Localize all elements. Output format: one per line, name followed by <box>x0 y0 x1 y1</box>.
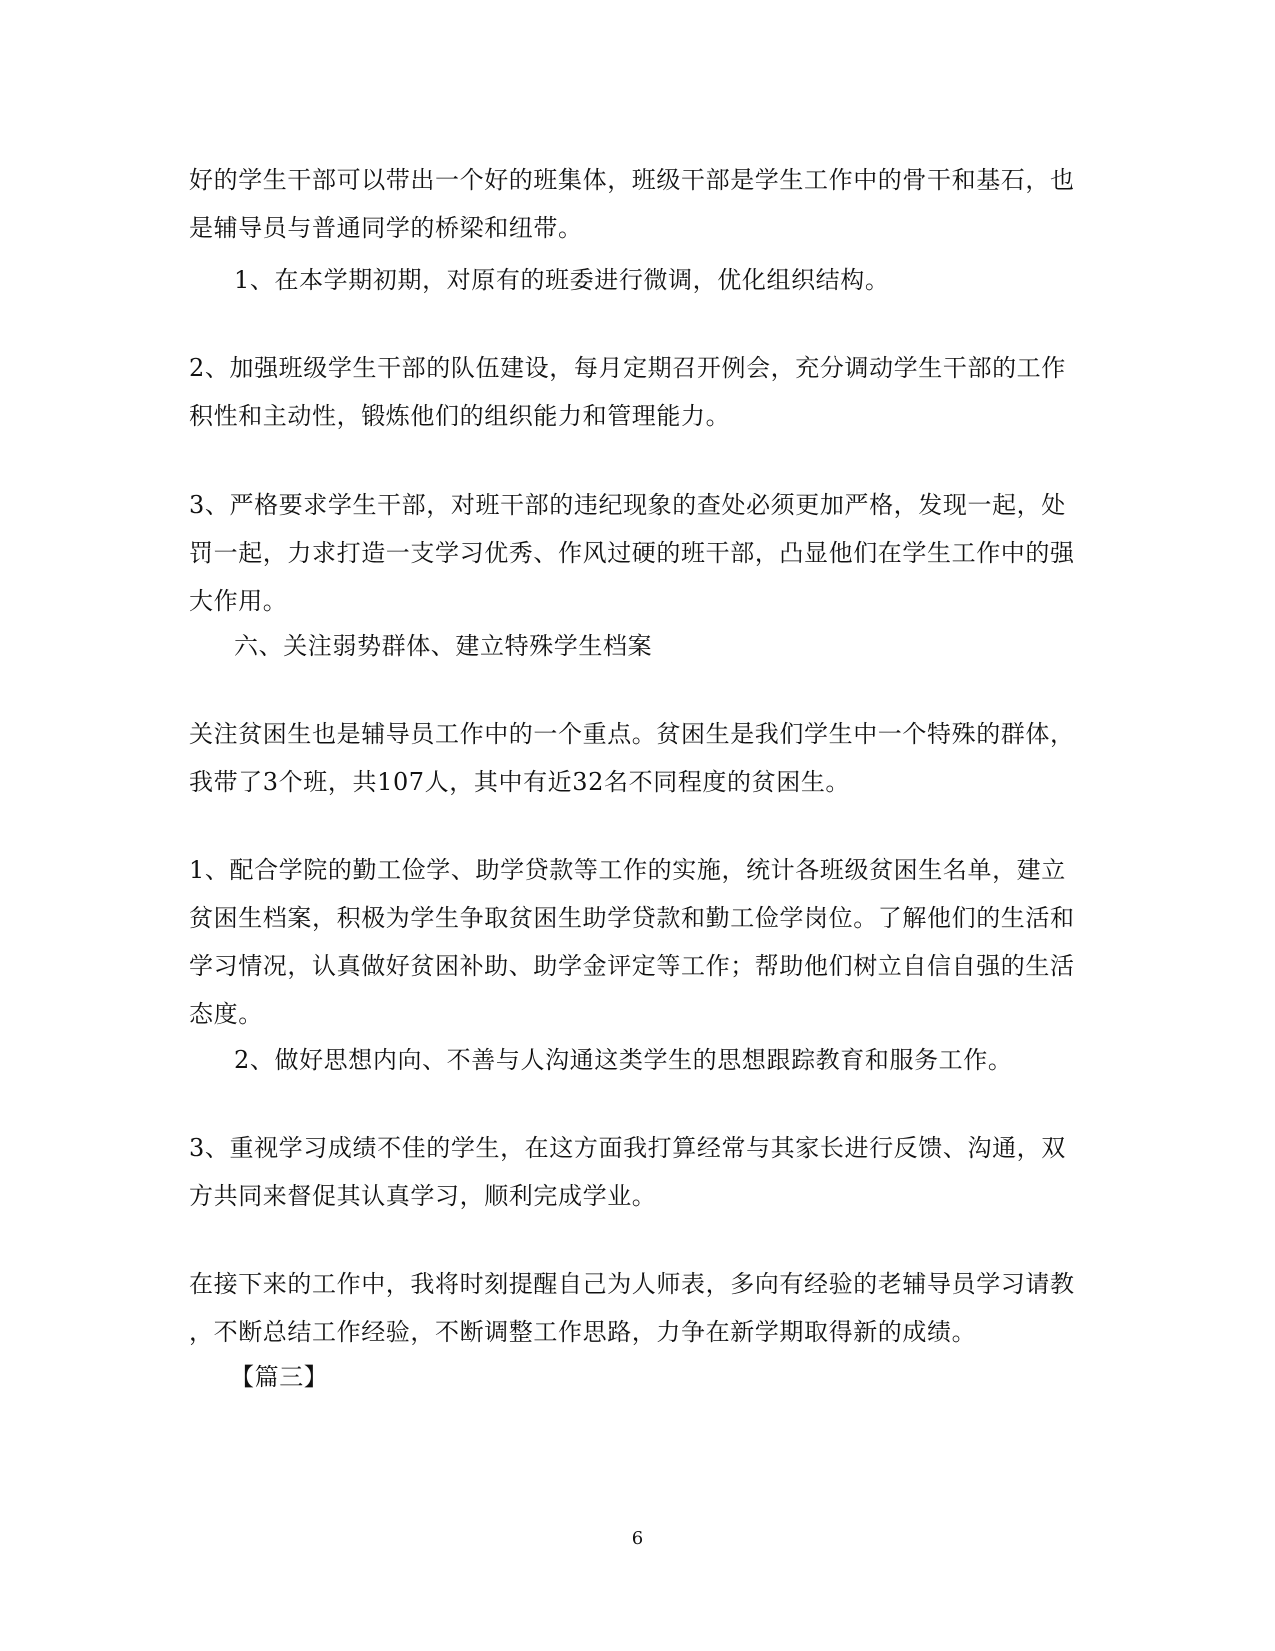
text-line: 1、配合学院的勤工俭学、助学贷款等工作的实施，统计各班级贫困生名单，建立 <box>189 856 1066 884</box>
text-line: 好的学生干部可以带出一个好的班集体，班级干部是学生工作中的骨干和基石，也 <box>189 166 1075 194</box>
text-line: 贫困生档案，积极为学生争取贫困生助学贷款和勤工俭学岗位。了解他们的生活和 <box>189 904 1075 932</box>
text-line: 关注贫困生也是辅导员工作中的一个重点。贫困生是我们学生中一个特殊的群体， <box>189 720 1075 748</box>
text-line: 3、严格要求学生干部，对班干部的违纪现象的查处必须更加严格，发现一起，处 <box>189 491 1066 519</box>
section-title: 【篇三】 <box>230 1363 329 1391</box>
text-line: 方共同来督促其认真学习，顺利完成学业。 <box>189 1182 657 1210</box>
page-number: 6 <box>631 1528 644 1549</box>
section-heading: 六、关注弱势群体、建立特殊学生档案 <box>234 632 653 660</box>
text-line: 在接下来的工作中，我将时刻提醒自己为人师表，多向有经验的老辅导员学习请教 <box>189 1270 1075 1298</box>
text-line: 我带了3个班，共107人，其中有近32名不同程度的贫困生。 <box>189 768 851 796</box>
text-line: 是辅导员与普通同学的桥梁和纽带。 <box>189 214 583 242</box>
text-line: 3、重视学习成绩不佳的学生，在这方面我打算经常与其家长进行反馈、沟通，双 <box>189 1134 1066 1162</box>
text-line: 大作用。 <box>189 587 288 615</box>
text-line: ，不断总结工作经验，不断调整工作思路，力争在新学期取得新的成绩。 <box>189 1318 977 1346</box>
text-line: 罚一起，力求打造一支学习优秀、作风过硬的班干部，凸显他们在学生工作中的强 <box>189 539 1075 567</box>
text-line: 1、在本学期初期，对原有的班委进行微调，优化组织结构。 <box>234 266 890 294</box>
text-line: 学习情况，认真做好贫困补助、助学金评定等工作；帮助他们树立自信自强的生活 <box>189 952 1075 980</box>
text-line: 态度。 <box>189 1000 263 1028</box>
text-line: 积性和主动性，锻炼他们的组织能力和管理能力。 <box>189 402 731 430</box>
text-line: 2、做好思想内向、不善与人沟通这类学生的思想跟踪教育和服务工作。 <box>234 1046 1013 1074</box>
text-line: 2、加强班级学生干部的队伍建设，每月定期召开例会，充分调动学生干部的工作 <box>189 354 1066 382</box>
